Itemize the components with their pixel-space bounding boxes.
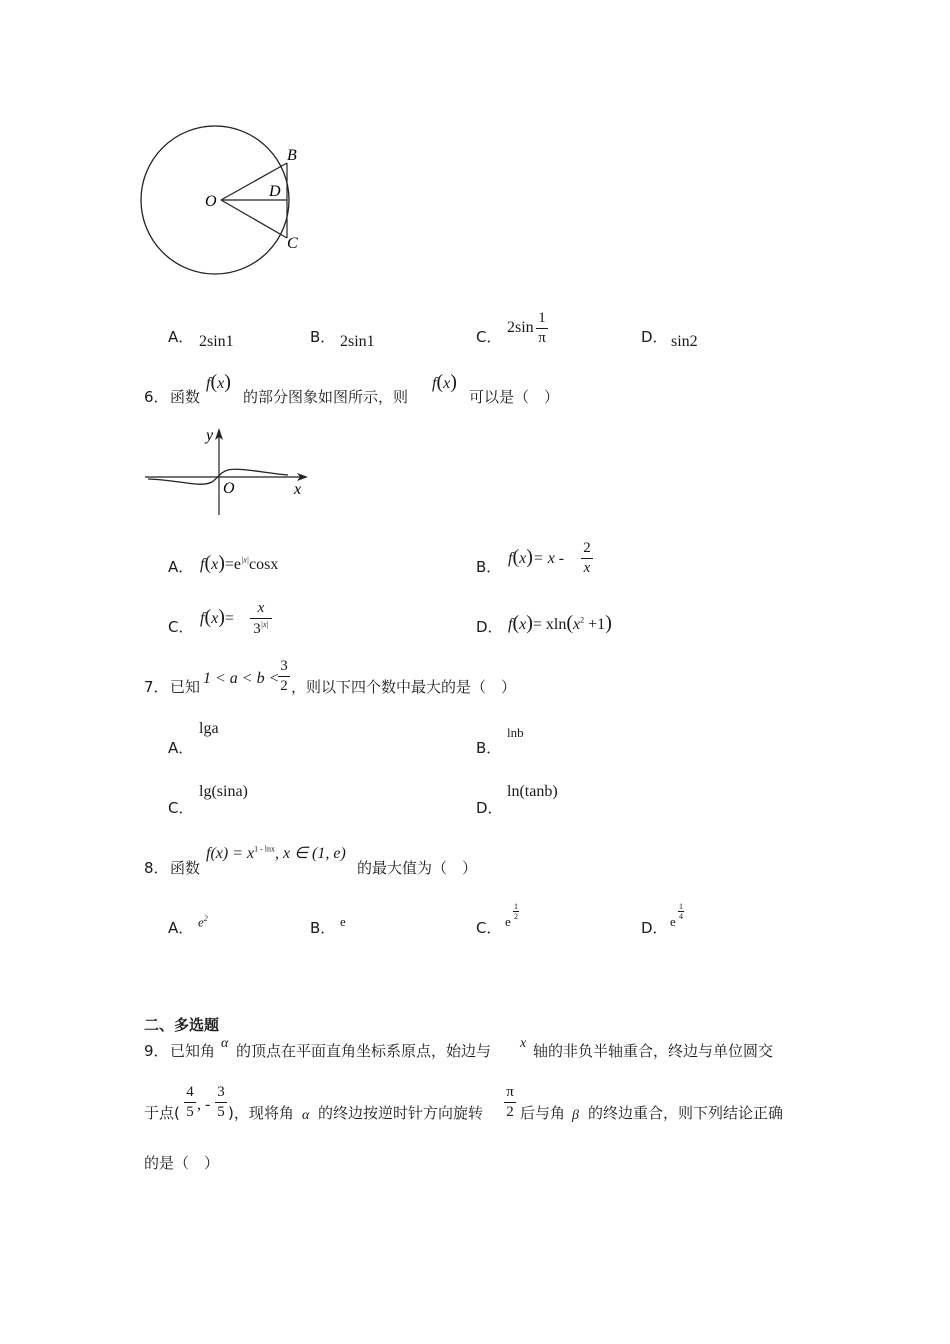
label-C: C [287,235,298,252]
q6-text-a: 函数 [170,388,201,406]
circle-chord-figure [140,120,320,285]
fraction-numerator: x [257,600,265,616]
q9-line2-e: 的终边重合，则下列结论正确 [588,1104,784,1122]
q9-alpha: α [221,1036,229,1051]
q7-option-c-expr: lg(sina) [199,783,248,800]
q6-option-a-expr: $f(x)=e^{|x|}\cos x$ [200,552,279,574]
q7-number: 7． [144,678,169,696]
function-graph-figure [140,420,315,520]
q7-option-a-letter: A． [168,739,194,757]
q5-option-c-fraction [536,310,548,347]
label-D: D [269,183,281,200]
q5-option-c-expr: 2sin [507,319,534,336]
q7-text-b: ，则以下四个数中最大的是（ ） [291,678,517,696]
q8-option-b-expr: e [340,914,346,929]
q8-option-d-letter: D． [641,919,668,937]
q9-point-y-fraction: 3 5 [215,1084,227,1121]
q9-rotation-fraction: π 2 [504,1084,516,1121]
q6-option-c-letter: C． [168,618,194,636]
q9-line1-b: 的顶点在平面直角坐标系原点，始边与 [236,1042,492,1060]
q6-option-d-letter: D． [476,618,503,636]
q6-fx-1: f(x) [206,371,231,393]
label-O: O [205,193,217,210]
q8-option-b-letter: B． [310,919,336,937]
q6-option-a-letter: A． [168,558,194,576]
q6-option-d-expr: $f(x)= xln(x^2 +1)$ [508,612,612,634]
label-B: B [287,147,297,164]
q8-number: 8． [144,859,169,877]
q8-option-c-exponent: 1 2 [514,902,518,921]
q7-option-b-letter: B． [476,739,502,757]
q8-option-a-letter: A． [168,919,194,937]
q5-option-a-letter: A． [168,328,194,346]
q7-option-b-expr: lnb [507,725,524,740]
q9-point-x-fraction: 4 5 [184,1084,196,1121]
label-origin: O [223,480,235,497]
q9-line1-a: 已知角 [170,1042,216,1060]
q7-option-d-expr: ln(tanb) [507,783,558,800]
q9-line2-d: 后与角 [520,1104,566,1122]
q6-fx-2: f(x) [432,371,457,393]
q8-text-a: 函数 [170,859,201,877]
q8-option-d-base: e [670,914,676,929]
fraction-numerator: 3 [280,658,288,674]
q8-expr: $f(x) = x^{1 - lnx}$, x ∈ (1, e) [206,844,346,862]
q9-line2-a: 于点( [144,1104,180,1122]
label-y: y [206,427,214,444]
q8-option-a-expr: $e^2$ [198,914,208,930]
q5-option-b-expr: 2sin1 [340,333,375,350]
fraction-denominator: $3^{|x|}$ [253,620,269,637]
q5-option-d-expr: sin2 [671,333,698,350]
fraction-denominator: 2 [280,678,288,694]
q8-option-c-base: e [505,914,511,929]
q8-option-c-letter: C． [476,919,502,937]
q7-option-d-letter: D． [476,799,503,817]
q6-option-c-fraction [250,600,272,638]
q9-comma: , - [197,1096,211,1113]
q9-beta: β [572,1108,579,1123]
fraction-denominator: x [583,560,591,576]
q6-number: 6． [144,388,169,406]
q9-number: 9． [144,1042,169,1060]
q6-text-c: 可以是（ ） [469,388,560,406]
q6-option-b-expr: f(x)= x - [508,546,565,568]
q9-line3: 的是（ ） [144,1154,220,1172]
q5-option-a-expr: 2sin1 [199,333,234,350]
q5-option-c-letter: C． [476,328,502,346]
q8-text-b: 的最大值为（ ） [357,859,478,877]
q9-line2-b: )，现将角 [228,1104,294,1122]
q8-option-d-exponent: 1 4 [679,902,683,921]
q6-text-b: 的部分图象如图所示，则 [243,388,409,406]
q5-option-b-letter: B． [310,328,336,346]
q7-option-c-letter: C． [168,799,194,817]
fraction-numerator: 1 [538,310,546,326]
fraction-denominator: π [538,330,546,346]
label-x: x [294,481,302,498]
fraction-numerator: 2 [583,540,591,556]
q9-line2-c: 的终边按逆时针方向旋转 [318,1104,484,1122]
q9-alpha-2: α [302,1108,310,1123]
q7-fraction [278,658,290,695]
q5-option-d-letter: D． [641,328,668,346]
q6-option-b-letter: B． [476,558,502,576]
q7-text-a: 已知 [170,678,201,696]
segment-OC [221,200,287,238]
q7-option-a-expr: lga [199,720,219,737]
section-title: 二、多选题 [144,1016,220,1034]
q7-inequality: 1 < a < b < [203,670,280,687]
q9-xvar: x [520,1036,527,1051]
q6-option-c-expr: f(x)= [200,606,234,628]
q6-option-b-fraction [581,540,593,577]
q9-line1-c: 轴的非负半轴重合，终边与单位圆交 [533,1042,774,1060]
